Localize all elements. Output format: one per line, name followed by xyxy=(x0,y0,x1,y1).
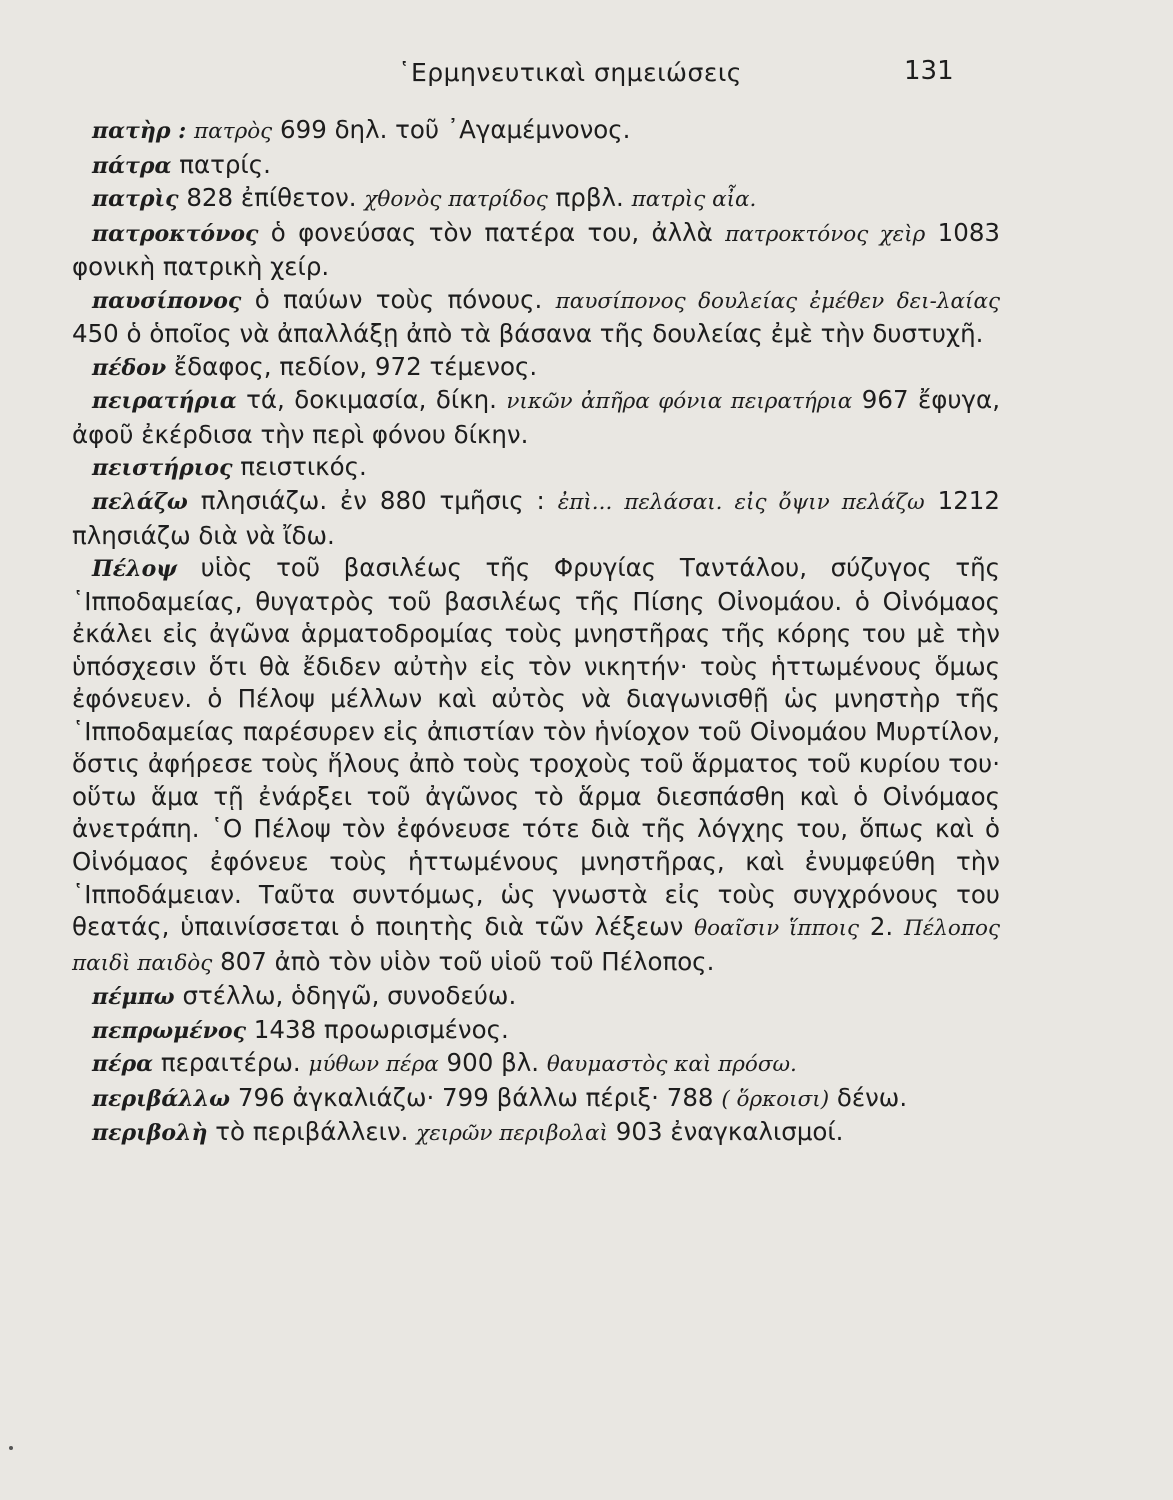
quoted-term: πατροκτόνος χεὶρ xyxy=(725,221,926,247)
entry-peprōmenos xyxy=(72,1014,1000,1048)
entry-peribole xyxy=(72,1116,1000,1151)
gloss: 1083 φονικὴ πατρικὴ χείρ. xyxy=(72,217,1000,282)
gloss: 450 ὁ ὁποῖος νὰ ἀπαλλάξῃ ἀπὸ τὰ βάσανα τῆς δουλείας ἐμὲ τὴν δυστυχῆ. xyxy=(72,319,984,349)
lemma: περιβολὴ xyxy=(92,1120,208,1147)
quoted-term: χειρῶν περιβολαὶ xyxy=(416,1121,608,1147)
gloss: 903 ἐναγκαλισμοί. xyxy=(615,1117,844,1147)
quoted-term: θαυμαστὸς καὶ πρόσω. xyxy=(546,1052,797,1078)
gloss: τά, δοκιμασία, δίκη. xyxy=(246,385,497,415)
entry-pater xyxy=(72,114,1000,149)
gloss: ἔδαφος, πεδίον, 972 τέμενος. xyxy=(173,351,538,381)
scan-speck xyxy=(9,1446,13,1450)
gloss: 699 δηλ. τοῦ ᾿Αγαμέμνονος. xyxy=(280,115,631,144)
entry-pausiponos xyxy=(72,284,1000,351)
gloss: 807 ἀπὸ τὸν υἱὸν τοῦ υἱοῦ τοῦ Πέλοπος. xyxy=(220,946,715,976)
entry-pelazo xyxy=(72,485,1000,552)
lemma: πατρὶς xyxy=(92,186,179,213)
running-title: ῾Ερμηνευτικαὶ σημειώσεις xyxy=(398,58,742,87)
glossary-entries xyxy=(72,114,1000,1151)
gloss: 2. xyxy=(869,912,894,942)
gloss: δένω. xyxy=(836,1082,908,1112)
lemma: πατὴρ : xyxy=(92,118,187,144)
gloss: στέλλω, ὁδηγῶ, συνοδεύω. xyxy=(182,981,517,1011)
gloss: πρβλ. xyxy=(555,183,624,213)
quoted-term: παυσίπονος δουλείας ἐμέθεν δει-λαίας xyxy=(555,288,1001,314)
quoted-term: χθονὸς πατρίδος xyxy=(364,187,548,213)
page-number: 131 xyxy=(904,56,954,86)
entry-patroktonos xyxy=(72,217,1000,284)
gloss: υἱὸς τοῦ βασιλέως τῆς Φρυγίας Ταντάλου, σύζυγος τῆς ῾Ιπποδαμείας, θυγατρὸς τοῦ βασιλέως τῆς Πίσης Οἰνομάου. ὁ Οἰνόμαος ἐκάλει εἰς ἀγῶνα ἁρματοδρομίας τοὺς μνηστῆρας τῆς κόρης του μὲ τὴν ὑπόσχεσιν ὅτι θὰ ἔδιδεν αὐτὴν εἰς τὸν νικητήν· τοὺς ἡττωμένους ὅμως ἐφόνευεν. ὁ Πέλοψ μέλλων καὶ αὐτὸς νὰ διαγωνισθῇ ὡς μνηστὴρ τῆς ῾Ιπποδαμείας παρέσυρεν εἰς ἀπιστίαν τὸν ἡνίοχον τοῦ Οἰνομάου Μυρτίλον, ὅστις ἀφήρεσε τοὺς ἥλους ἀπὸ τοὺς τροχοὺς τοῦ ἅρματος τοῦ κυρίου του· οὕτω ἅμα τῇ ἐνάρξει τοῦ ἀγῶνος τὸ ἅρμα διεσπάσθη καὶ ὁ Οἰνόμαος ἀνετράπη. ῾Ο Πέλοψ τὸν ἐφόνευσε τότε διὰ τῆς λόγχης του, ὅπως καὶ ὁ Οἰνόμαος ἐφόνευε τοὺς ἡττωμένους μνηστῆρας, καὶ ἐνυμφεύθη τὴν ῾Ιπποδάμειαν. Ταῦτα συντόμως, ὡς γνωστὰ εἰς τοὺς συγχρόνους του θεατάς, ὑπαινίσσεται ὁ ποιητὴς διὰ τῶν λέξεων xyxy=(72,553,1000,942)
lemma: πειρατήρια xyxy=(92,388,237,415)
lemma: Πέλοψ xyxy=(92,556,177,583)
gloss: πειστικός. xyxy=(240,452,367,482)
gloss: πατρίς. xyxy=(179,149,271,179)
entry-pelops xyxy=(72,552,1000,980)
quoted-term: θοαῖσιν ἵπποις xyxy=(694,916,860,942)
lemma: πέρα xyxy=(92,1051,154,1078)
gloss: 796 ἀγκαλιάζω· 799 βάλλω πέριξ· 788 xyxy=(237,1082,714,1112)
entry-periballo xyxy=(72,1082,1000,1117)
quoted-term: ἐπὶ... πελάσαι. εἰς ὄψιν πελάζω xyxy=(557,490,925,516)
lemma: πελάζω xyxy=(92,489,188,516)
entry-patris xyxy=(72,182,1000,217)
gloss: ὁ παύων τοὺς πόνους. xyxy=(254,284,543,314)
gloss: τὸ περιβάλλειν. xyxy=(215,1117,409,1147)
gloss: 828 ἐπίθετον. xyxy=(186,183,357,213)
lemma: πάτρα xyxy=(92,152,172,179)
lemma: πατροκτόνος xyxy=(92,220,259,247)
quoted-term: ( ὅρκοισι) xyxy=(721,1086,830,1112)
quoted-term: μύθων πέρα xyxy=(308,1052,439,1078)
entry-peirateria xyxy=(72,384,1000,451)
lemma: πειστήριος xyxy=(92,455,233,482)
entry-patra xyxy=(72,149,1000,183)
gloss: 1438 προωρισμένος. xyxy=(253,1014,509,1044)
entry-peisterios xyxy=(72,451,1000,485)
quoted-term: πατρὶς αἶα. xyxy=(631,187,757,213)
gloss: περαιτέρω. xyxy=(160,1048,301,1078)
entry-pedon xyxy=(72,351,1000,385)
quoted-term: νικῶν ἀπῆρα φόνια πειρατήρια xyxy=(506,389,853,415)
gloss: 1212 πλησιάζω διὰ νὰ ἴδω. xyxy=(72,486,1000,550)
lemma: παυσίπονος xyxy=(92,287,242,314)
quoted-term: πατρὸς xyxy=(194,119,273,144)
entry-pempo xyxy=(72,980,1000,1014)
lemma: περιβάλλω xyxy=(92,1085,231,1112)
gloss: 967 ἔφυγα, ἀφοῦ ἐκέρδισα τὴν περὶ φόνου δίκην. xyxy=(72,385,1000,449)
lemma: πεπρωμένος xyxy=(92,1017,246,1044)
entry-pera xyxy=(72,1047,1000,1082)
lemma: πέμπω xyxy=(92,984,175,1011)
quoted-term: Πέλοπος παιδὶ παιδὸς xyxy=(72,916,1000,976)
gloss: ὁ φονεύσας τὸν πατέρα του, ἀλλὰ xyxy=(270,217,713,247)
gloss: 900 βλ. xyxy=(446,1048,540,1078)
lemma: πέδον xyxy=(92,354,167,381)
gloss: πλησιάζω. ἐν 880 τμῆσις : xyxy=(200,486,545,516)
